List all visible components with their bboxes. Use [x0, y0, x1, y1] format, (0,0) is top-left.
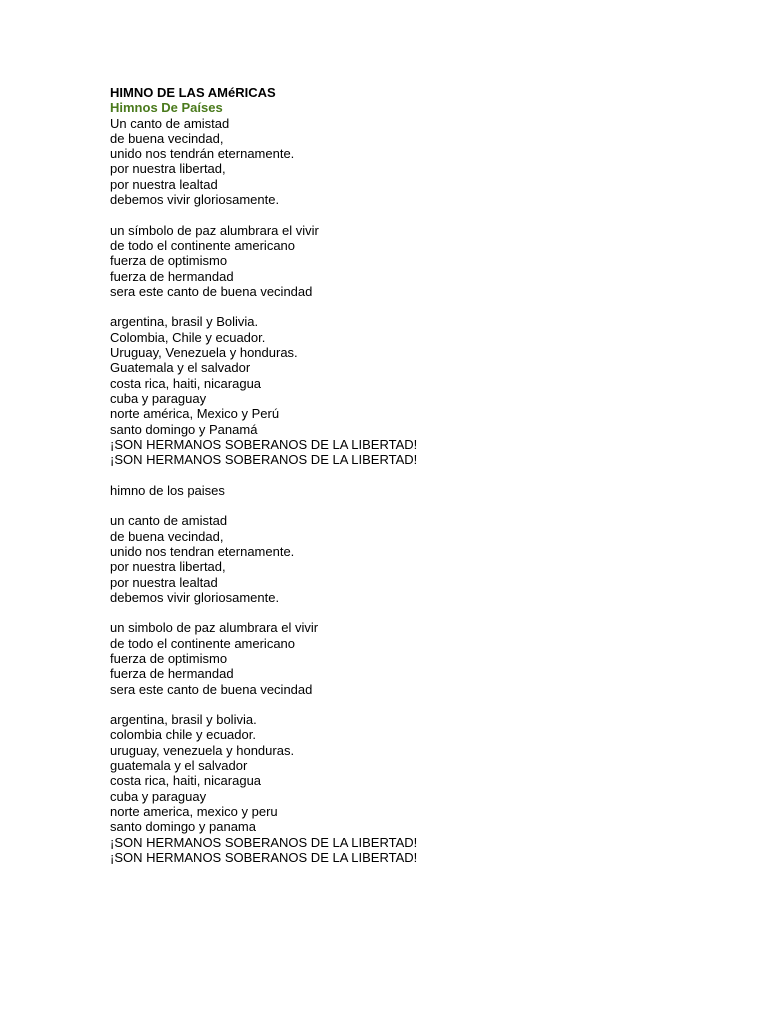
lyric-line: ¡SON HERMANOS SOBERANOS DE LA LIBERTAD! [110, 452, 418, 468]
lyric-line: por nuestra libertad, [110, 161, 226, 177]
stanza [110, 712, 710, 865]
lyric-line: de buena vecindad, [110, 528, 224, 544]
document-subtitle: Himnos De Países [110, 100, 223, 116]
lyric-line: unido nos tendrán eternamente. [110, 146, 295, 162]
lyric-line: sera este canto de buena vecindad [110, 283, 313, 299]
lyric-line: ¡SON HERMANOS SOBERANOS DE LA LIBERTAD! [110, 849, 418, 865]
lyric-line: cuba y paraguay [110, 390, 207, 406]
stanza [110, 314, 710, 467]
lyric-line: argentina, brasil y Bolivia. [110, 314, 259, 330]
lyric-line: Colombia, Chile y ecuador. [110, 329, 266, 345]
lyric-line: santo domingo y panama [110, 819, 256, 835]
lyric-line: ¡SON HERMANOS SOBERANOS DE LA LIBERTAD! [110, 834, 418, 850]
lyric-line: un símbolo de paz alumbrara el vivir [110, 222, 319, 238]
lyric-line: ¡SON HERMANOS SOBERANOS DE LA LIBERTAD! [110, 436, 418, 452]
lyric-line: costa rica, haiti, nicaragua [110, 375, 262, 391]
stanza [110, 223, 710, 299]
lyric-line: de todo el continente americano [110, 237, 296, 253]
lyric-line: fuerza de optimismo [110, 650, 228, 666]
document-title: HIMNO DE LAS AMéRICAS [110, 85, 276, 100]
lyric-line: fuerza de hermandad [110, 666, 234, 682]
lyric-line: debemos vivir gloriosamente. [110, 192, 280, 208]
lyric-line: argentina, brasil y bolivia. [110, 712, 257, 728]
lyric-line: debemos vivir gloriosamente. [110, 589, 280, 605]
lyric-line: de todo el continente americano [110, 635, 296, 651]
lyric-line: por nuestra lealtad [110, 176, 218, 192]
lyric-line: fuerza de hermandad [110, 268, 234, 284]
document-body [110, 85, 710, 880]
lyric-line: costa rica, haiti, nicaragua [110, 773, 262, 789]
lyric-line: de buena vecindad, [110, 130, 224, 146]
lyric-line: Guatemala y el salvador [110, 360, 251, 376]
stanza [110, 513, 710, 605]
lyric-line: norte américa, Mexico y Perú [110, 406, 280, 422]
lyric-line: uruguay, venezuela y honduras. [110, 742, 295, 758]
lyric-line: unido nos tendran eternamente. [110, 543, 295, 559]
lyric-line: Uruguay, Venezuela y honduras. [110, 345, 298, 361]
stanza [110, 116, 710, 208]
stanza [110, 620, 710, 696]
lyric-line: colombia chile y ecuador. [110, 727, 256, 743]
stanza [110, 483, 710, 498]
lyric-line: norte america, mexico y peru [110, 803, 278, 819]
lyric-line: santo domingo y Panamá [110, 421, 258, 437]
lyric-line: fuerza de optimismo [110, 253, 228, 269]
lyric-line: por nuestra lealtad [110, 574, 218, 590]
lyric-line: Un canto de amistad [110, 115, 230, 131]
lyric-line: un simbolo de paz alumbrara el vivir [110, 620, 319, 636]
lyric-line: un canto de amistad [110, 513, 228, 529]
lyrics [110, 116, 710, 866]
lyric-line: cuba y paraguay [110, 788, 207, 804]
lyric-line: por nuestra libertad, [110, 559, 226, 575]
lyric-line: sera este canto de buena vecindad [110, 681, 313, 697]
lyric-line: himno de los paises [110, 482, 225, 498]
lyric-line: guatemala y el salvador [110, 758, 248, 774]
